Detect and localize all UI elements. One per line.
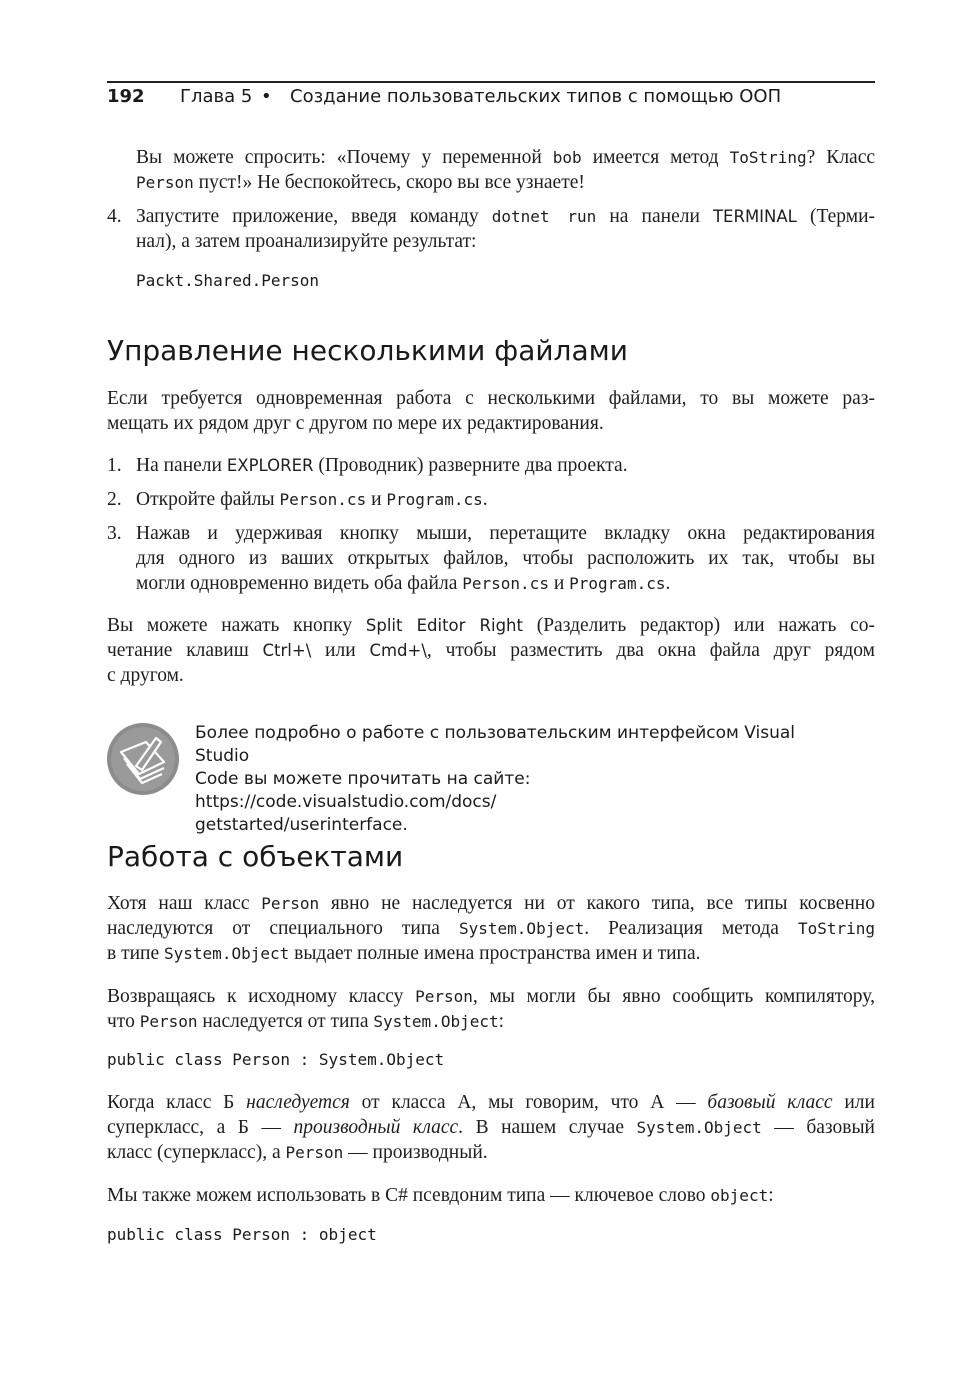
chapter-label: Глава 5 xyxy=(180,86,253,107)
code-snippet-system-object: public class Person : System.Object xyxy=(107,1050,445,1069)
tip-text: Более подробно о работе с пользовательским интерфейсом Visual Studio Code вы можете прочитать на сайте: https://code.visualstudio.com/docs/ getstarted/userinterface. xyxy=(195,723,796,835)
page-header xyxy=(107,81,875,109)
section-heading-objects: Работа с объектами xyxy=(107,840,404,873)
header-separator: • xyxy=(261,86,272,107)
section2-paragraph-2: Возвращаясь к исходному классу Person, мы могли бы явно сообщить компилятору, что Person наследуется от типа System.Object: xyxy=(107,986,875,1032)
tip-icon xyxy=(106,722,180,796)
section1-paragraph: Если требуется одновременная работа с несколькими файлами, то вы можете раз- мещать их рядом друг с другом по мере их редактирования. xyxy=(107,388,875,434)
page-number: 192 xyxy=(107,86,145,107)
intro-paragraph: Вы можете спросить: «Почему у переменной bob имеется метод ToString? Класс Person пуст!» Не беспокойтесь, скоро вы все узнаете! xyxy=(136,147,876,193)
code-snippet-object: public class Person : object xyxy=(107,1225,377,1244)
section-heading-files: Управление несколькими файлами xyxy=(107,334,628,367)
section2-paragraph-4: Мы также можем использовать в C# псевдоним типа — ключевое слово object: xyxy=(107,1185,774,1206)
section1-paragraph-2: Вы можете нажать кнопку Split Editor Right (Разделить редактор) или нажать со- четание клавиш Ctrl+\ или Cmd+\, чтобы разместить два окна файла друг рядом с другом. xyxy=(107,615,876,686)
section2-paragraph-3: Когда класс Б наследуется от класса А, мы говорим, что А — базовый класс или суперкласс, а Б — производный класс. В нашем случае System.Object — базовый класс (суперкласс), а Person — производный. xyxy=(107,1092,875,1163)
chapter-title: Создание пользовательских типов с помощью ООП xyxy=(290,86,782,107)
section2-paragraph-1: Хотя наш класс Person явно не наследуется ни от какого типа, все типы косвенно наследуются от специального типа System.Object. Реализация метода ToString в типе System.Object выдает полные имена пространства имен и типа. xyxy=(107,893,875,964)
output-code: Packt.Shared.Person xyxy=(136,271,320,290)
